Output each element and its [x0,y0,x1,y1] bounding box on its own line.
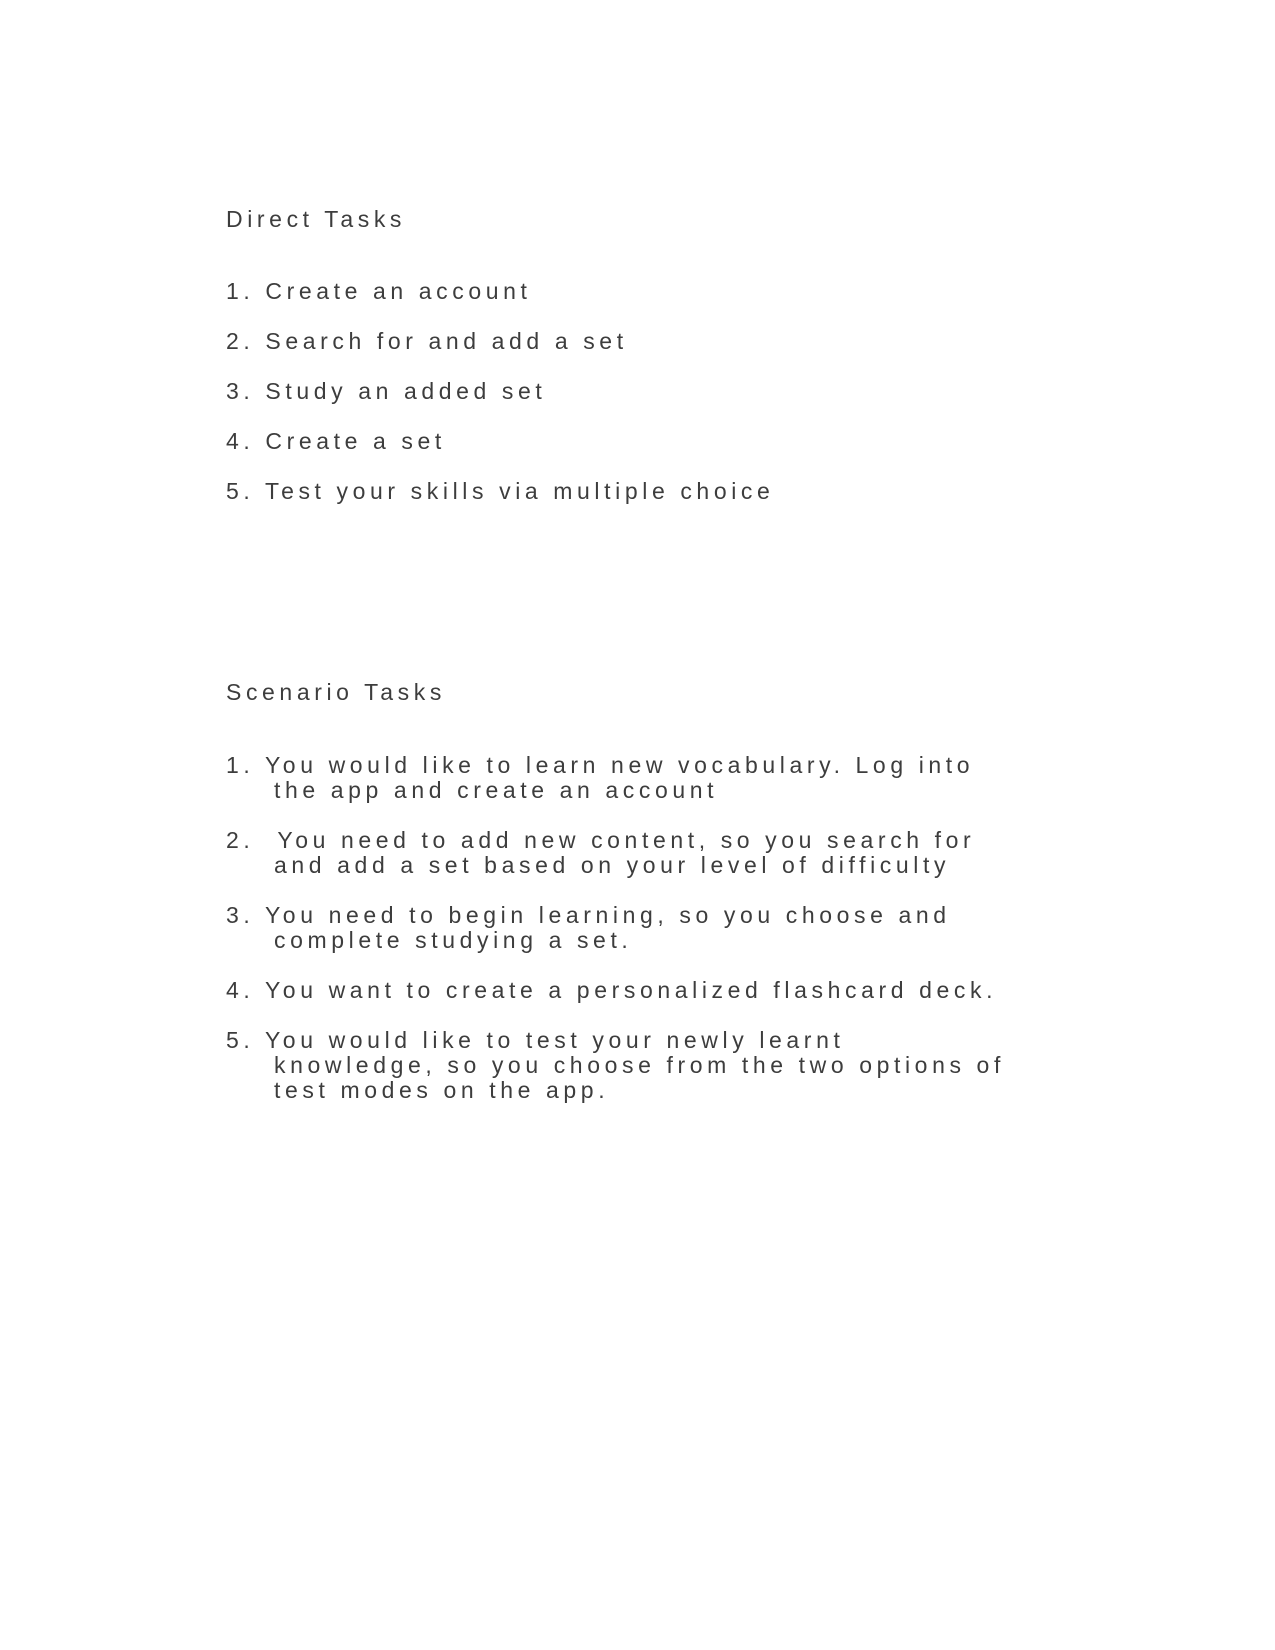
task-number: 4. [226,428,255,454]
task-text-line: You want to create a personalized flashcard deck. [264,977,998,1003]
task-text-line: complete studying a set. [274,927,633,953]
task-text: Create a set [265,428,446,454]
task-text-line: and add a set based on your level of difficulty [274,852,951,878]
task-number: 4. [226,977,255,1003]
scenario-task-list [226,753,1226,1103]
task-number: 5. [226,1027,255,1053]
list-item [226,1028,1226,1103]
list-item [226,978,1226,1003]
task-number: 1. [226,278,255,304]
direct-tasks-title: Direct Tasks [226,206,407,232]
task-text-line: You would like to learn new vocabulary. Log into [264,752,975,778]
list-item [226,903,1226,953]
task-number: 2. [226,328,255,354]
list-item [226,479,1226,504]
task-text: Search for and add a set [265,328,628,354]
task-number: 3. [226,378,255,404]
task-text: Study an added set [265,378,547,404]
scenario-tasks-section [226,678,1226,1128]
task-number: 2. [226,827,255,853]
task-text: Test your skills via multiple choice [264,478,775,504]
list-item [226,429,1226,454]
task-number: 3. [226,902,255,928]
task-number: 5. [226,478,255,504]
task-text-line: knowledge, so you choose from the two options of [274,1052,1005,1078]
direct-tasks-section [226,205,1226,529]
task-text: Create an account [265,278,532,304]
task-text-line: test modes on the app. [274,1077,610,1103]
list-item [226,828,1226,878]
task-text-line: You need to begin learning, so you choose and [264,902,951,928]
scenario-tasks-title: Scenario Tasks [226,679,446,705]
task-number: 1. [226,752,255,778]
direct-task-list [226,279,1226,504]
list-item [226,379,1226,404]
task-text-line: You need to add new content, so you search for [277,827,976,853]
list-item [226,753,1226,803]
task-text-line: the app and create an account [274,777,719,803]
list-item [226,329,1226,354]
task-text-line: You would like to test your newly learnt [264,1027,845,1053]
list-item [226,279,1226,304]
